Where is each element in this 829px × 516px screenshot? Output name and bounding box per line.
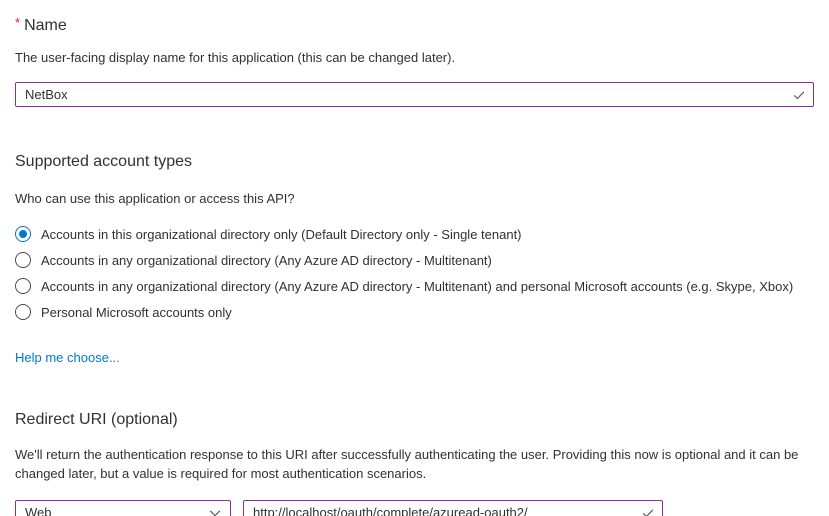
radio-selected-icon[interactable] bbox=[15, 226, 31, 242]
platform-select-value: Web bbox=[25, 505, 52, 516]
name-field-wrap bbox=[15, 82, 814, 107]
radio-option-multitenant-personal[interactable] bbox=[15, 273, 814, 299]
account-types-radio-group bbox=[15, 221, 814, 325]
account-types-section-title: Supported account types bbox=[15, 153, 193, 170]
radio-option-multitenant[interactable] bbox=[15, 247, 814, 273]
radio-option-label: Accounts in any organizational directory (Any Azure AD directory - Multitenant) bbox=[41, 252, 492, 268]
radio-option-single-tenant[interactable] bbox=[15, 221, 814, 247]
redirect-uri-row bbox=[15, 500, 814, 516]
redirect-uri-input[interactable] bbox=[243, 500, 663, 516]
radio-unselected-icon[interactable] bbox=[15, 278, 31, 294]
name-title-text: Name bbox=[24, 17, 67, 34]
radio-unselected-icon[interactable] bbox=[15, 252, 31, 268]
radio-option-label: Personal Microsoft accounts only bbox=[41, 304, 232, 320]
name-input[interactable] bbox=[15, 82, 814, 107]
required-asterisk: * bbox=[15, 15, 21, 30]
name-section-title bbox=[15, 12, 814, 36]
radio-option-label: Accounts in this organizational directory only (Default Directory only - Single tenant) bbox=[41, 226, 522, 242]
name-description: The user-facing display name for this application (this can be changed later). bbox=[15, 50, 456, 65]
radio-option-personal-only[interactable] bbox=[15, 299, 814, 325]
uri-field-wrap bbox=[243, 500, 663, 516]
help-me-choose-link[interactable]: Help me choose... bbox=[15, 350, 120, 365]
redirect-uri-description: We'll return the authentication response to this URI after successfully authenticating the user. Providing this now is optional and it can be changed later, but a value is required for most authentication scenarios. bbox=[15, 447, 799, 481]
radio-unselected-icon[interactable] bbox=[15, 304, 31, 320]
redirect-uri-section-title: Redirect URI (optional) bbox=[15, 411, 178, 428]
chevron-down-icon bbox=[208, 506, 222, 516]
platform-select[interactable] bbox=[15, 500, 231, 516]
radio-option-label: Accounts in any organizational directory (Any Azure AD directory - Multitenant) and personal Microsoft accounts (e.g. Skype, Xbox) bbox=[41, 278, 794, 294]
account-types-question: Who can use this application or access this API? bbox=[15, 191, 295, 206]
